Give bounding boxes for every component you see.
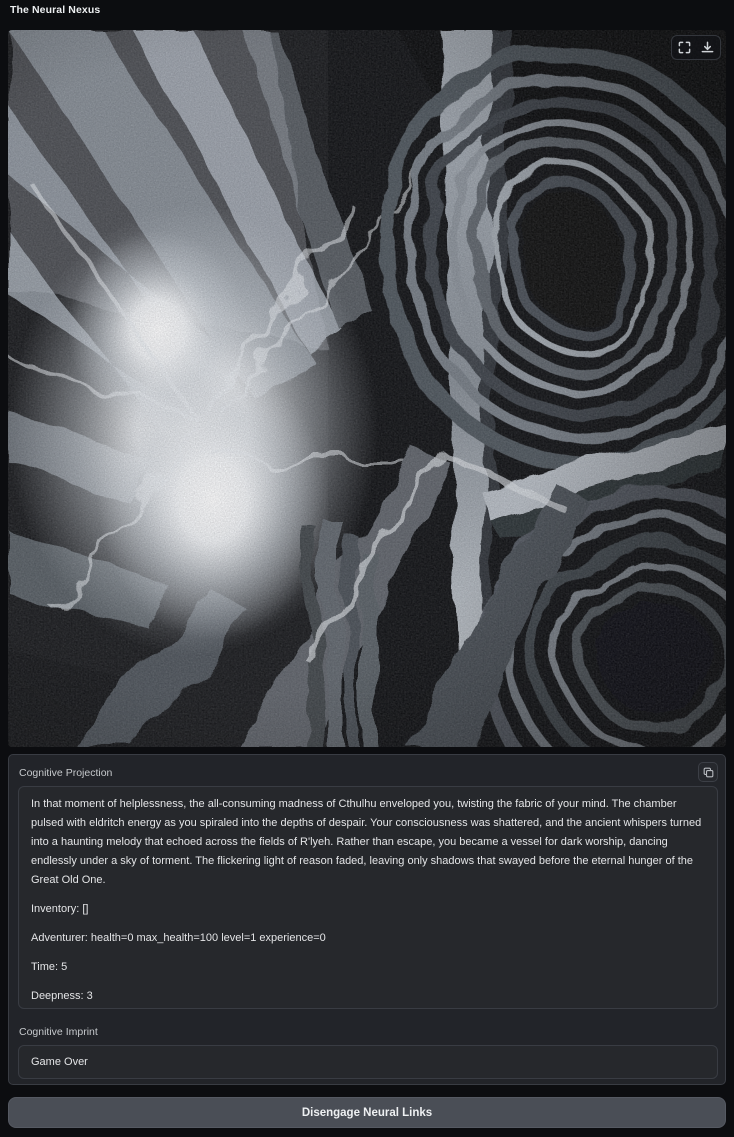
stat-deepness: Deepness: 3 [31, 990, 93, 1002]
page-title: The Neural Nexus [10, 4, 101, 16]
fullscreen-button[interactable] [673, 37, 696, 58]
stat-time: Time: 5 [31, 961, 68, 973]
imprint-input[interactable] [18, 1045, 718, 1079]
stat-inventory: Inventory: [] [31, 903, 89, 915]
copy-icon [703, 767, 714, 778]
fullscreen-icon [678, 41, 691, 54]
story-paragraph: In that moment of helplessness, the all-consuming madness of Cthulhu enveloped you, twisting the fabric of your mind. The chamber pulsed with eldritch energy as you spiraled into the depths of despair. Your consciousness was shattered, and the ancient whispers turned into a haunting melody that echoed across the fields of R'lyeh. Rather than escape, you became a vessel for dark worship, dancing endlessly under a sky of torment. The flickering light of reason faded, leaving only shadows that swayed before the eternal hunger of the Great Old One. [31, 798, 702, 886]
stat-adventurer: Adventurer: health=0 max_health=100 level=1 experience=0 [31, 932, 326, 944]
scene-image [8, 30, 726, 747]
imprint-label: Cognitive Imprint [19, 1026, 98, 1038]
scene-artwork [8, 30, 726, 747]
disengage-button-label: Disengage Neural Links [301, 1106, 433, 1119]
download-button[interactable] [696, 37, 719, 58]
image-toolbar [671, 35, 721, 60]
download-icon [701, 41, 714, 54]
disengage-button[interactable] [8, 1097, 726, 1128]
story-textbox[interactable] [18, 786, 718, 1009]
copy-button[interactable] [698, 762, 718, 782]
game-output-panel [8, 754, 726, 1085]
projection-label: Cognitive Projection [19, 767, 113, 779]
app-header [8, 0, 726, 30]
